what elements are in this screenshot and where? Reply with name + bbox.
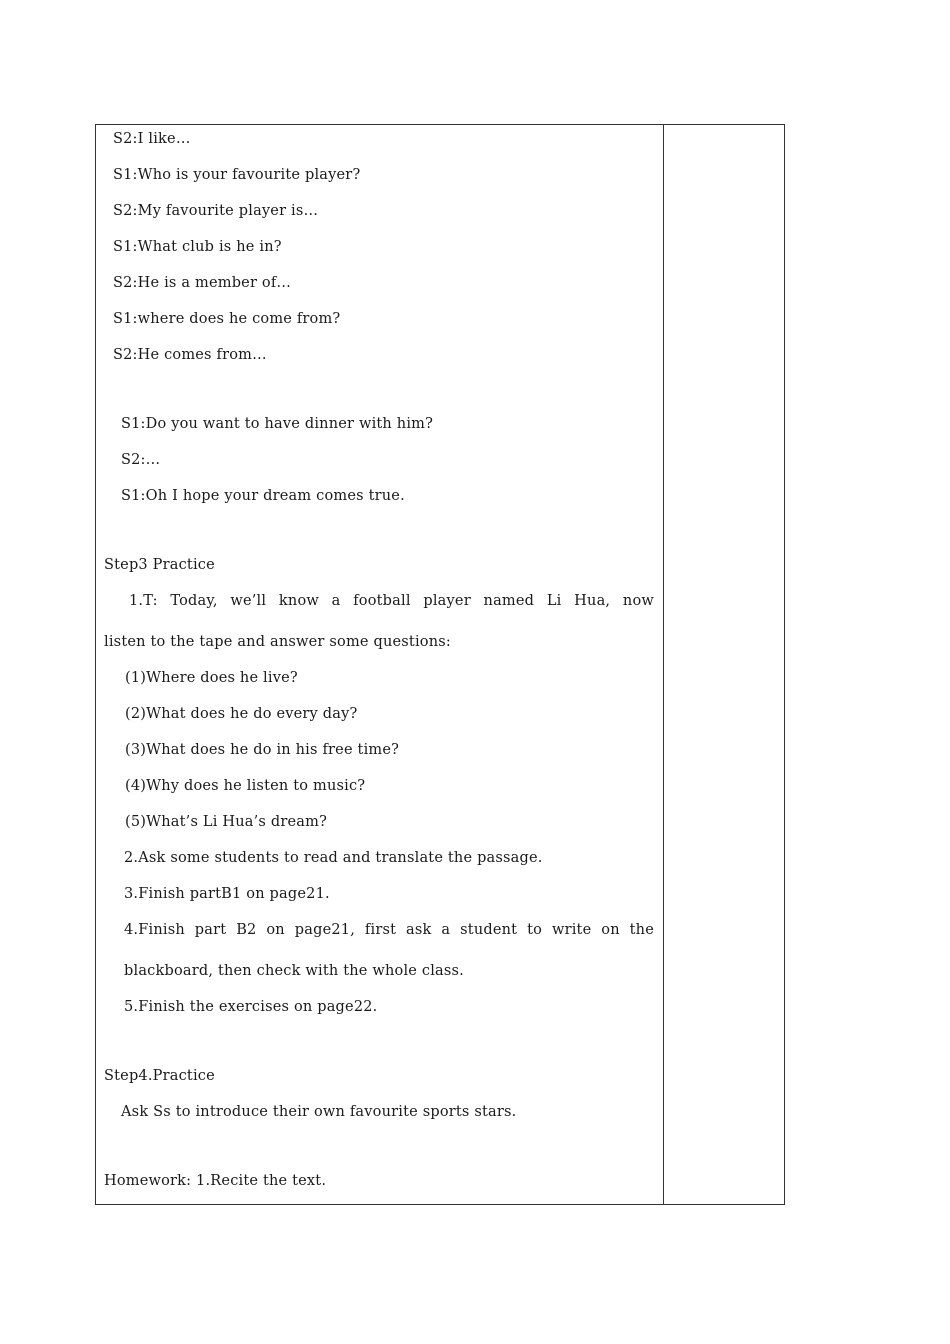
step4-task: Ask Ss to introduce their own favourite sports stars. <box>121 1104 517 1120</box>
question-item: (4)Why does he listen to music? <box>125 778 366 794</box>
dialogue-line: S2:He comes from… <box>113 347 267 363</box>
homework-line: Homework: 1.Recite the text. <box>104 1173 327 1189</box>
step3-heading: Step3 Practice <box>104 557 215 573</box>
dialogue-line: S2:I like… <box>113 131 191 147</box>
dialogue-line: S1:Who is your favourite player? <box>113 167 361 183</box>
question-item: (5)What’s Li Hua’s dream? <box>125 814 328 830</box>
notes-cell <box>664 125 784 1204</box>
question-item: (2)What does he do every day? <box>125 706 358 722</box>
dialogue-line: S2:… <box>121 452 161 468</box>
step3-item4: 4.Finish part B2 on page21, first ask a student to write on the <box>124 922 654 938</box>
question-item: (3)What does he do in his free time? <box>125 742 400 758</box>
dialogue-line: S1:What club is he in? <box>113 239 282 255</box>
dialogue-line: S2:My favourite player is… <box>113 203 319 219</box>
dialogue-line: S1:where does he come from? <box>113 311 341 327</box>
step3-item4-cont: blackboard, then check with the whole class. <box>124 963 464 979</box>
step3-item1: 1.T: Today, we’ll know a football player named Li Hua, now <box>129 593 654 609</box>
lesson-table <box>95 124 785 1205</box>
dialogue-line: S2:He is a member of… <box>113 275 292 291</box>
dialogue-line: S1:Oh I hope your dream comes true. <box>121 488 405 504</box>
step3-item3: 3.Finish partB1 on page21. <box>124 886 330 902</box>
step4-heading: Step4.Practice <box>104 1068 215 1084</box>
step3-item5: 5.Finish the exercises on page22. <box>124 999 378 1015</box>
step3-item2: 2.Ask some students to read and translate the passage. <box>124 850 543 866</box>
step3-item1-cont: listen to the tape and answer some questions: <box>104 634 451 650</box>
dialogue-line: S1:Do you want to have dinner with him? <box>121 416 434 432</box>
question-item: (1)Where does he live? <box>125 670 298 686</box>
